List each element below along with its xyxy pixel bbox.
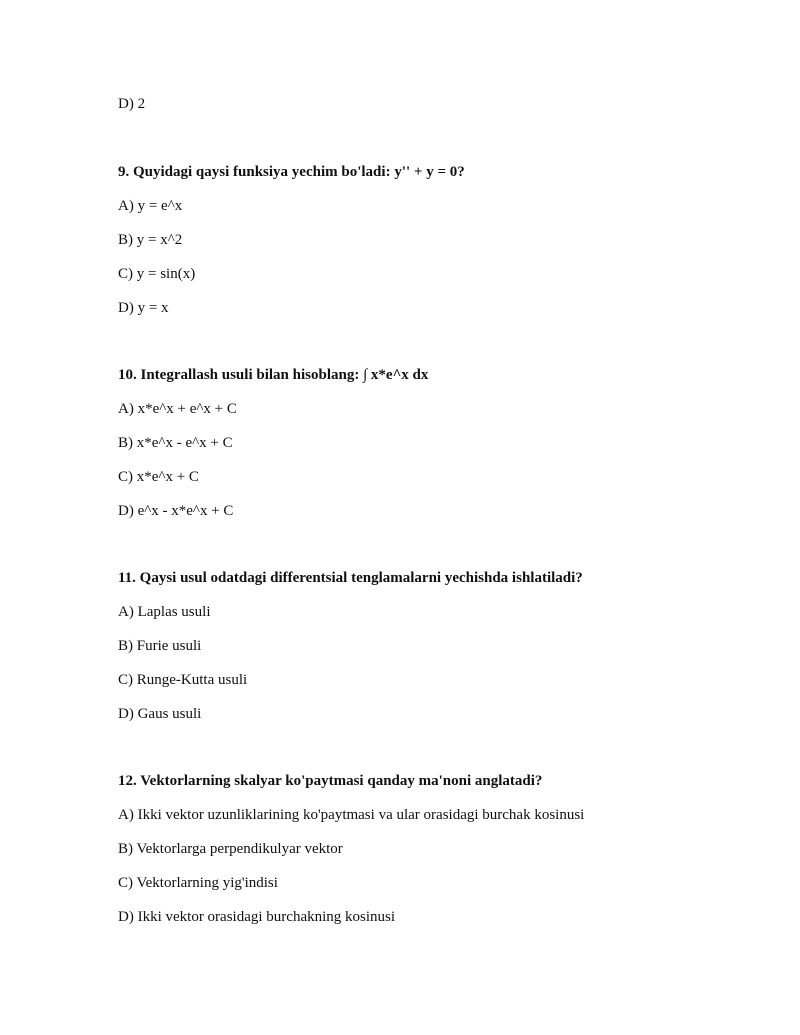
question-11-option-b: B) Furie usuli (118, 638, 202, 654)
option-d-question-8: D) 2 (118, 96, 146, 112)
question-9-option-b: B) y = x^2 (118, 232, 183, 248)
question-12-option-d: D) Ikki vektor orasidagi burchakning kosinusi (118, 909, 396, 925)
question-10-option-b: B) x*e^x - e^x + C (118, 435, 233, 451)
question-9-option-c: C) y = sin(x) (118, 266, 196, 282)
question-11-option-d: D) Gaus usuli (118, 706, 202, 722)
question-10-option-a: A) x*e^x + e^x + C (118, 401, 237, 417)
question-9-option-d: D) y = x (118, 300, 169, 316)
question-12-option-b: B) Vektorlarga perpendikulyar vektor (118, 841, 343, 857)
question-11-option-c: C) Runge-Kutta usuli (118, 672, 248, 688)
question-12-option-a: A) Ikki vektor uzunliklarining ko'paytmasi va ular orasidagi burchak kosinusi (118, 807, 585, 823)
question-10-title: 10. Integrallash usuli bilan hisoblang: ∫ x*e^x dx (118, 367, 429, 383)
question-12-title: 12. Vektorlarning skalyar ko'paytmasi qanday ma'noni anglatadi? (118, 773, 543, 789)
question-11-option-a: A) Laplas usuli (118, 604, 211, 620)
question-10-option-c: C) x*e^x + C (118, 469, 199, 485)
question-9-option-a: A) y = e^x (118, 198, 183, 214)
question-10-option-d: D) e^x - x*e^x + C (118, 503, 234, 519)
question-12-option-c: C) Vektorlarning yig'indisi (118, 875, 278, 891)
question-9-title: 9. Quyidagi qaysi funksiya yechim bo'ladi: y'' + y = 0? (118, 164, 465, 180)
question-11-title: 11. Qaysi usul odatdagi differentsial tenglamalarni yechishda ishlatiladi? (118, 570, 583, 586)
